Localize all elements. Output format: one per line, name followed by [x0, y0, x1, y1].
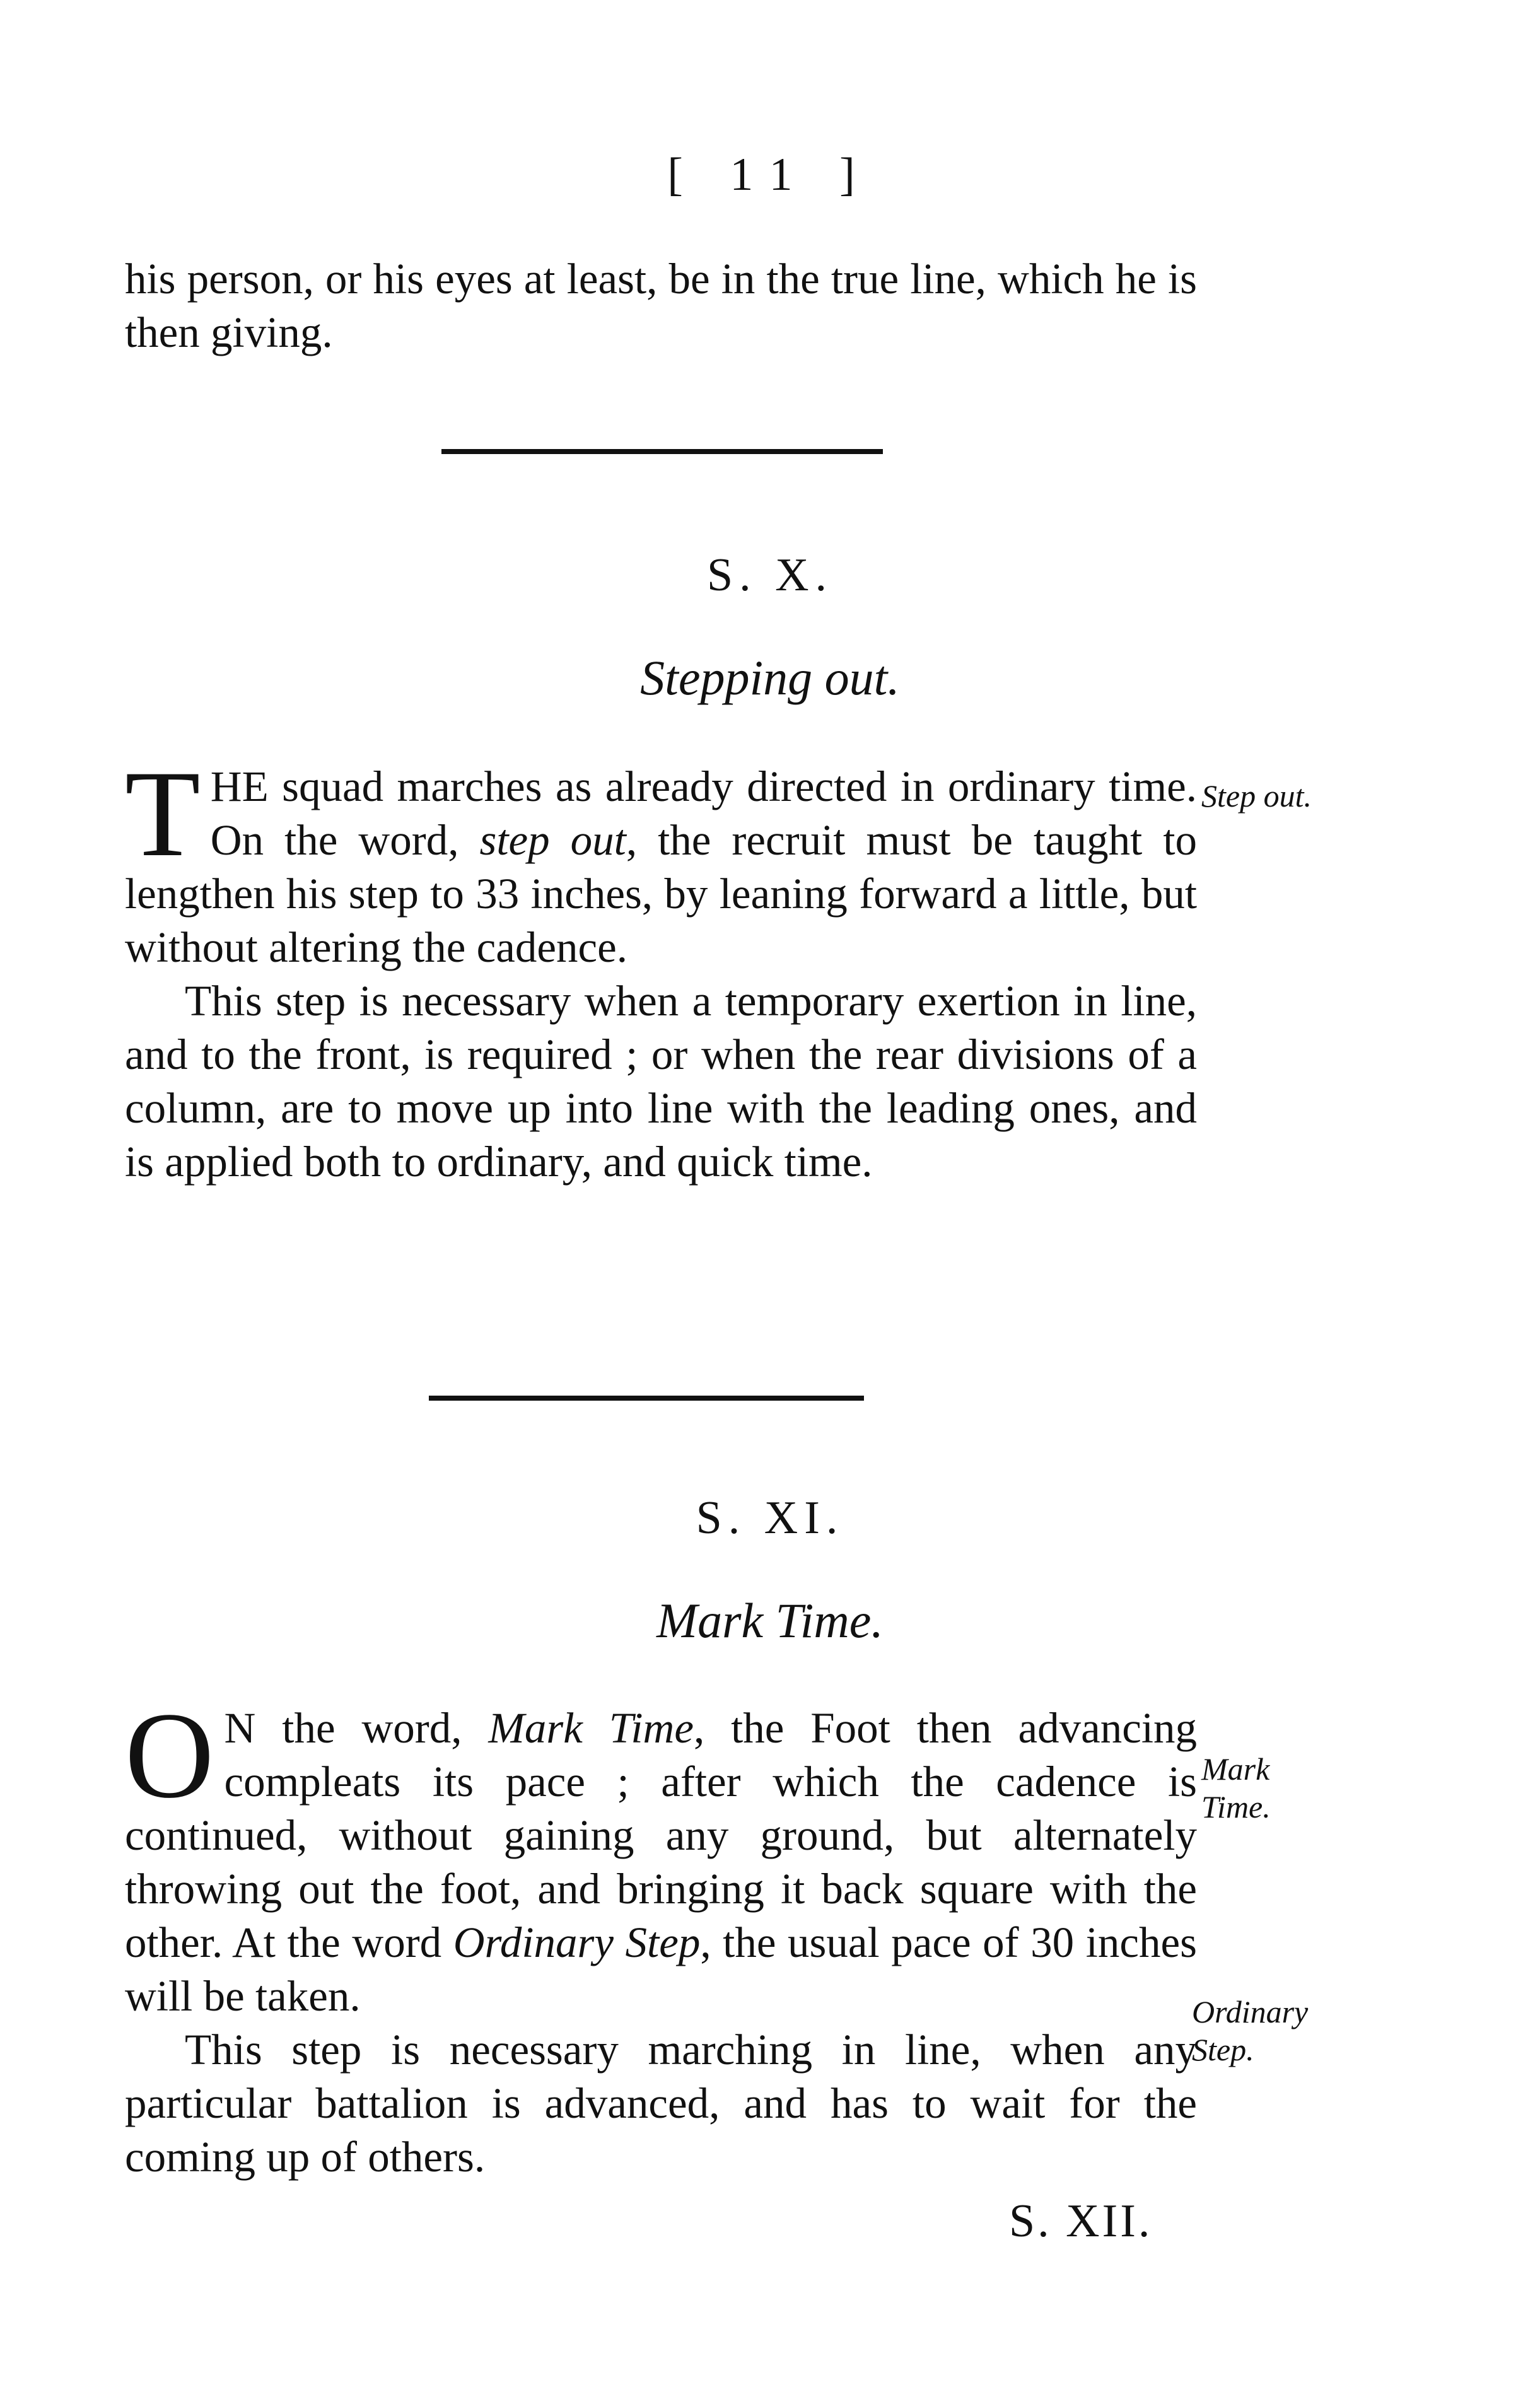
section-xi-dropcap: O — [125, 1687, 214, 1824]
section-divider-1 — [441, 449, 883, 454]
section-xi-title: Mark Time. — [656, 1593, 884, 1648]
page-number-header: [ 11 ] — [667, 149, 873, 201]
section-x-title: Stepping out. — [640, 650, 900, 705]
section-x-paragraph-2: This step is necessary when a temporary exertion in line, and to the front, is required ; or when the rear divisions of a column, are to move up into line with the leading ones, and is applied both to ordinary, and quick time. — [125, 977, 1197, 1186]
section-xi-term-ordinary-step: Ordinary Step — [453, 1918, 701, 1966]
catchword: S. XII. — [1009, 2195, 1153, 2247]
section-xi-p1-c: , the usual pace of 30 inches will be taken. — [125, 1918, 1197, 2020]
section-x-dropcap: T — [125, 745, 201, 882]
margin-note-ordinary-step: Ordinary Step. — [1192, 1994, 1309, 2067]
section-xi-number: S. XI. — [696, 1492, 844, 1544]
section-xi-term-mark-time: Mark Time — [488, 1704, 694, 1752]
section-xi-paragraph-2: This step is necessary marching in line, when any particular battalion is advanced, and has to wait for the coming up of others. — [125, 2026, 1197, 2181]
margin-note-mark-time: Mark Time. — [1201, 1751, 1271, 1824]
section-xi-p1-a: N the word, — [224, 1704, 489, 1752]
continuation-text — [125, 252, 1197, 359]
section-x-number: S. X. — [706, 549, 834, 601]
continuation-paragraph: his person, or his eyes at least, be in the true line, which he is then giving. — [125, 255, 1197, 356]
section-xi-p1-b: , the Foot then advancing compleats its pace ; after which the cadence is continued, without gaining any ground, but alternately throwing out the foot, and bringing it back square with the other. At the word — [125, 1704, 1197, 1966]
margin-note-step-out: Step out. — [1201, 778, 1312, 814]
section-divider-2 — [429, 1396, 864, 1401]
section-xi-paragraph-1 — [125, 1687, 1197, 2023]
section-x-p1-end: , the recruit must be taught to lengthen his step to 33 inches, by leaning forward a little, but without altering the cadence. — [125, 816, 1197, 971]
section-xi-body — [125, 1687, 1197, 2184]
section-x-term-step-out: step out — [479, 816, 626, 864]
section-x-body — [125, 745, 1197, 1189]
section-x-paragraph-1 — [125, 745, 1197, 974]
section-x-p1-start: HE squad marches as already directed in ordinary time. On the word, — [210, 762, 1197, 864]
